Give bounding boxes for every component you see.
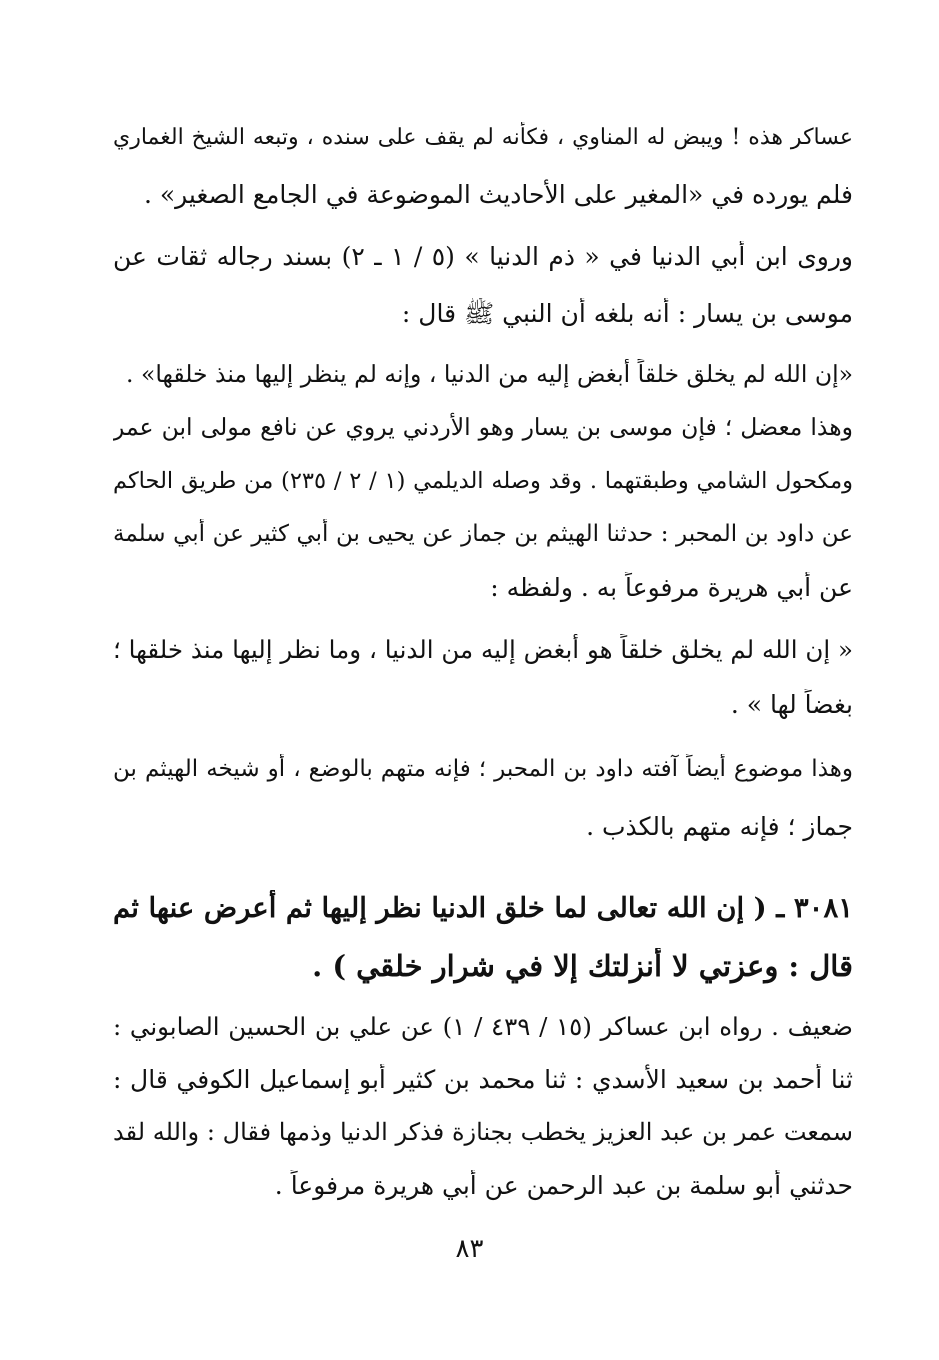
text-line: ومكحول الشامي وطبقتهما . وقد وصله الديلمي (١ / ٢ / ٢٣٥) من طريق الحاكم — [113, 468, 853, 494]
text-line: وهذا معضل ؛ فإن موسى بن يسار وهو الأردني يروي عن نافع مولى ابن عمر — [113, 413, 853, 441]
heading-line: ٣٠٨١ ـ ( إن الله تعالى لما خلق الدنيا نظر إليها ثم أعرض عنها ثم — [113, 892, 853, 924]
paragraph-5 — [113, 754, 853, 842]
heading-line: قال : وعزتي لا أنزلتك إلا في شرار خلقي ) . — [312, 949, 853, 983]
text-line: جماز ؛ فإنه متهم بالكذب . — [586, 812, 853, 841]
text-line: سمعت عمر بن عبد العزيز يخطب بجنازة فذكر الدنيا وذمها فقال : والله لقد — [113, 1118, 853, 1146]
text-line: فلم يورده في «المغير على الأحاديث الموضوعة في الجامع الصغير» . — [143, 180, 853, 209]
text-line: وروى ابن أبي الدنيا في « ذم الدنيا » (٥ / ١ ـ ٢) بسند رجاله ثقات عن — [113, 242, 853, 271]
text-line: عن داود بن المحبر : حدثنا الهيثم بن جماز عن يحيى بن أبي كثير عن أبي سلمة — [113, 521, 853, 547]
text-line: بغضاً لها » . — [730, 690, 853, 719]
paragraph-4 — [113, 634, 853, 720]
paragraph-1 — [113, 122, 853, 210]
paragraph-7 — [113, 1011, 853, 1201]
paragraph-2 — [113, 241, 853, 329]
text-line: موسى بن يسار : أنه بلغه أن النبي ﷺ قال : — [401, 299, 853, 328]
text-line: حدثني أبو سلمة بن عبد الرحمن عن أبي هريرة مرفوعاً . — [274, 1171, 853, 1200]
text-line: عساكر هذه ! ويبض له المناوي ، فكأنه لم يقف على سنده ، وتبعه الشيخ الغماري — [113, 125, 853, 150]
text-line: « إن الله لم يخلق خلقاً هو أبغض إليه من الدنيا ، وما نظر إليها منذ خلقها ؛ — [113, 635, 853, 664]
text-line: عن أبي هريرة مرفوعاً به . ولفظه : — [490, 573, 853, 602]
paragraph-3 — [113, 359, 853, 603]
text-line: «إن الله لم يخلق خلقاً أبغض إليه من الدنيا ، وإنه لم ينظر إليها منذ خلقها» . — [126, 360, 853, 388]
text-line: وهذا موضوع أيضاً آفته داود بن المحبر ؛ فإنه متهم بالوضع ، أو شيخه الهيثم بن — [113, 756, 853, 782]
hadith-heading — [113, 890, 853, 984]
text-line: ثنا أحمد بن سعيد الأسدي : ثنا محمد بن كثير أبو إسماعيل الكوفي قال : — [113, 1065, 853, 1094]
page-number: ٨٣ — [455, 1234, 484, 1264]
text-line: ضعيف . رواه ابن عساكر (١٥ / ٤٣٩ / ١) عن علي بن الحسين الصابوني : — [113, 1012, 853, 1041]
